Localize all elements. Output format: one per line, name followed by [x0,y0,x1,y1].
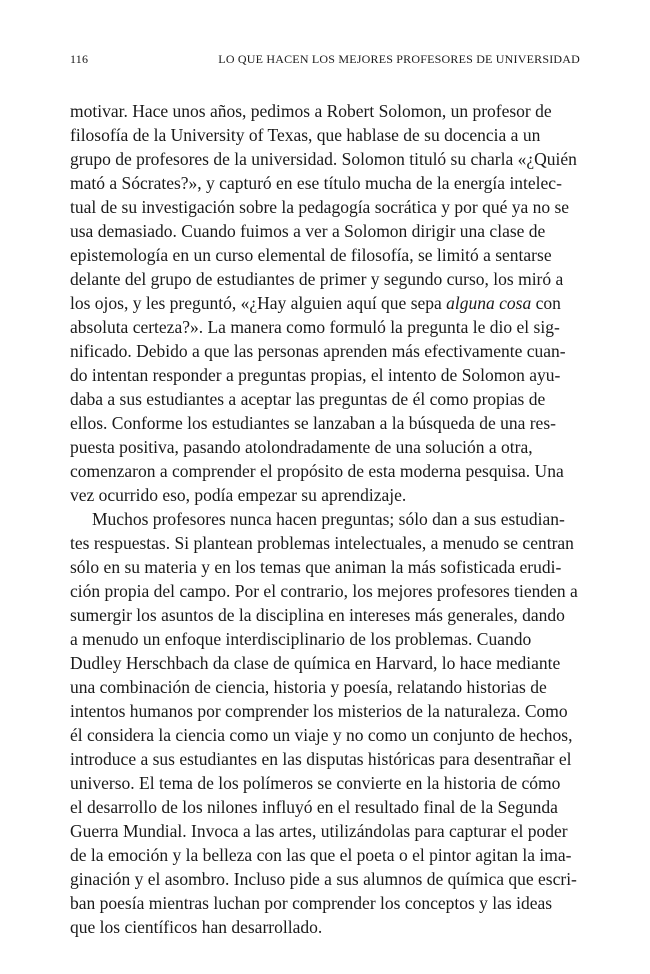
text-line: tes respuestas. Si plantean problemas intelectuales, a menudo se centran [70,533,574,553]
running-header [70,50,580,68]
text-line: sólo en su materia y en los temas que animan la más sofisticada erudi- [70,557,562,577]
text-line: absoluta certeza?». La manera como formuló la pregunta le dio el sig- [70,317,560,337]
text-line: ellos. Conforme los estudiantes se lanzaban a la búsqueda de una res- [70,413,556,433]
body-text [70,99,581,939]
paragraph-1 [70,99,581,507]
text-line: tual de su investigación sobre la pedagogía socrática y por qué ya no se [70,197,570,217]
text-line: el desarrollo de los nilones influyó en el resultado final de la Segunda [70,797,558,817]
text-line: que los científicos han desarrollado. [70,917,323,937]
text-line: do intentan responder a preguntas propias, el intento de Solomon ayu- [70,365,561,385]
text-line: introduce a sus estudiantes en las disputas históricas para desentrañar el [70,749,572,769]
text-line: comenzaron a comprender el propósito de esta moderna pesquisa. Una [70,461,564,481]
text-line: delante del grupo de estudiantes de primer y segundo curso, los miró a [70,269,564,289]
text-line: filosofía de la University of Texas, que hablase de su docencia a un [70,125,541,145]
text-line: vez ocurrido eso, podía empezar su aprendizaje. [70,485,407,505]
text-line: nificado. Debido a que las personas aprenden más efectivamente cuan- [70,341,566,361]
text-line: de la emoción y la belleza con las que el poeta o el pintor agitan la ima- [70,845,572,865]
text-line: grupo de profesores de la universidad. Solomon tituló su charla «¿Quién [70,149,577,169]
text-line: Dudley Herschbach da clase de química en Harvard, lo hace mediante [70,653,561,673]
text-line: intentos humanos por comprender los misterios de la naturaleza. Como [70,701,568,721]
text-line: él considera la ciencia como un viaje y no como un conjunto de hechos, [70,725,573,745]
running-title: LO QUE HACEN LOS MEJORES PROFESORES DE UNIVERSIDAD [218,52,580,66]
italic-emphasis: alguna cosa [446,293,532,313]
text-line: ción propia del campo. Por el contrario, los mejores profesores tienden a [70,581,578,601]
text-line: mató a Sócrates?», y capturó en ese título mucha de la energía intelec- [70,173,562,193]
text-line: sumergir los asuntos de la disciplina en intereses más generales, dando [70,605,565,625]
text-line: motivar. Hace unos años, pedimos a Robert Solomon, un profesor de [70,101,552,121]
text-line: una combinación de ciencia, historia y poesía, relatando historias de [70,677,547,697]
text-line: Guerra Mundial. Invoca a las artes, utilizándolas para capturar el poder [70,821,568,841]
text-line: daba a sus estudiantes a aceptar las preguntas de él como propias de [70,389,546,409]
page-number: 116 [70,52,89,66]
text-line: ban poesía mientras luchan por comprender los conceptos y las ideas [70,893,553,913]
text-run: con [531,293,561,313]
text-line: puesta positiva, pasando atolondradamente de una solución a otra, [70,437,533,457]
text-line: a menudo un enfoque interdisciplinario de los problemas. Cuando [70,629,532,649]
text-line: epistemología en un curso elemental de filosofía, se limitó a sentarse [70,245,552,265]
text-run: los ojos, y les preguntó, «¿Hay alguien aquí que sepa [70,293,447,313]
text-line: universo. El tema de los polímeros se convierte en la historia de cómo [70,773,561,793]
text-line: usa demasiado. Cuando fuimos a ver a Solomon dirigir una clase de [70,221,546,241]
text-line: Muchos profesores nunca hacen preguntas; sólo dan a sus estudian- [92,509,565,529]
text-line: ginación y el asombro. Incluso pide a sus alumnos de química que escri- [70,869,577,889]
text-line [70,291,581,315]
paragraph-2 [70,507,581,939]
